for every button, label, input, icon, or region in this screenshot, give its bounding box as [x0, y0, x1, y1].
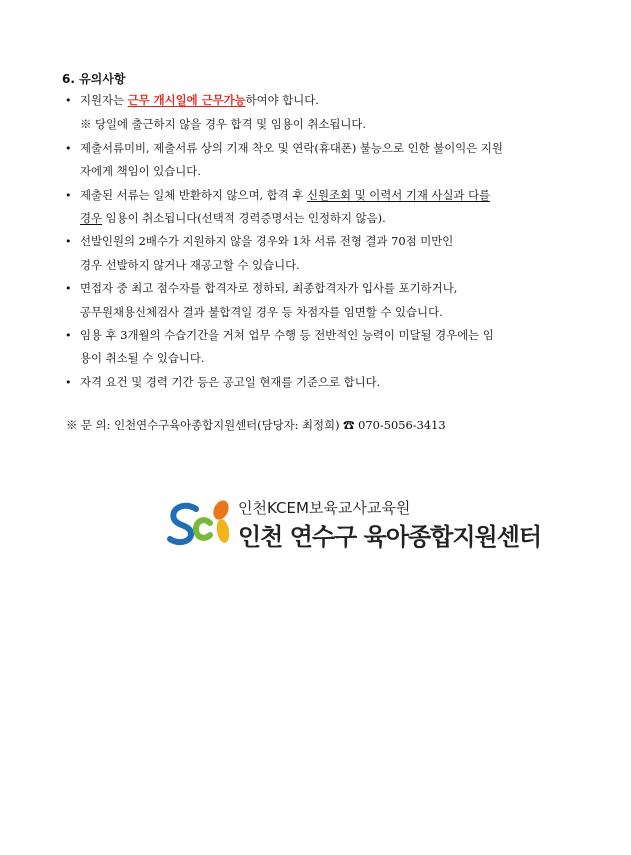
underlined-text: 경우 [80, 211, 103, 225]
notice-line: 자에게 책임이 있습니다. [80, 164, 201, 178]
logo-subtitle: 인천KCEM보육교사교육원 [238, 499, 411, 517]
notice-line: 경우 선발하지 않거나 재공고할 수 있습니다. [80, 258, 300, 272]
contact-line [66, 417, 446, 433]
logo-mark-icon [166, 495, 236, 555]
logo-title: 인천 연수구 육아종합지원센터 [238, 523, 542, 551]
bullet: • [65, 189, 72, 202]
bullet: • [65, 142, 72, 155]
notice-line: 제출서류미비, 제출서류 상의 기재 착오 및 연락(휴대폰) 불능으로 인한 불이익은 지원 [80, 141, 503, 155]
notice-line [80, 211, 386, 225]
highlight-text: 근무 개시일에 근무가능 [127, 93, 246, 107]
phone-icon: ☎ [343, 418, 355, 432]
organization-logo [166, 495, 542, 555]
bullet: • [65, 282, 72, 295]
notice-line: 용이 취소될 수 있습니다. [80, 351, 205, 365]
notice-line: 자격 요건 및 경력 기간 등은 공고일 현재를 기준으로 합니다. [80, 375, 381, 389]
bullet: • [65, 235, 72, 248]
text-segment: 제출된 서류는 일체 반환하지 않으며, 합격 후 [80, 188, 308, 202]
text-segment: 하여야 합니다. [245, 93, 319, 107]
notice-line [80, 93, 319, 107]
bullet: • [65, 376, 72, 389]
notice-line: 공무원채용신체검사 결과 불합격일 경우 등 차점자를 임면할 수 있습니다. [80, 305, 443, 319]
notice-line: 임용 후 3개월의 수습기간을 거쳐 업무 수행 등 전반적인 능력이 미달될 경우에는 임 [80, 328, 494, 342]
underlined-text: 신원조회 및 이력서 기재 사실과 다를 [307, 188, 491, 202]
notice-line [80, 188, 490, 202]
bullet: • [65, 329, 72, 342]
section-title: 6. 유의사항 [62, 72, 126, 86]
notice-line: 선발인원의 2배수가 지원하지 않을 경우와 1차 서류 전형 결과 70점 미만인 [80, 234, 454, 248]
contact-text: ※ 문 의: 인천연수구육아종합지원센터(담당자: 최정희) [66, 418, 340, 432]
text-segment: 임용이 취소됩니다(선택적 경력증명서는 인정하지 않음). [102, 211, 386, 225]
notice-line: ※ 당일에 출근하지 않을 경우 합격 및 임용이 취소됩니다. [80, 117, 367, 131]
text-segment: 지원자는 [80, 93, 128, 107]
bullet: • [65, 94, 72, 107]
contact-phone: 070-5056-3413 [358, 418, 446, 432]
notice-line: 면접자 중 최고 점수자를 합격자로 정하되, 최종합격자가 입사를 포기하거나, [80, 281, 458, 295]
